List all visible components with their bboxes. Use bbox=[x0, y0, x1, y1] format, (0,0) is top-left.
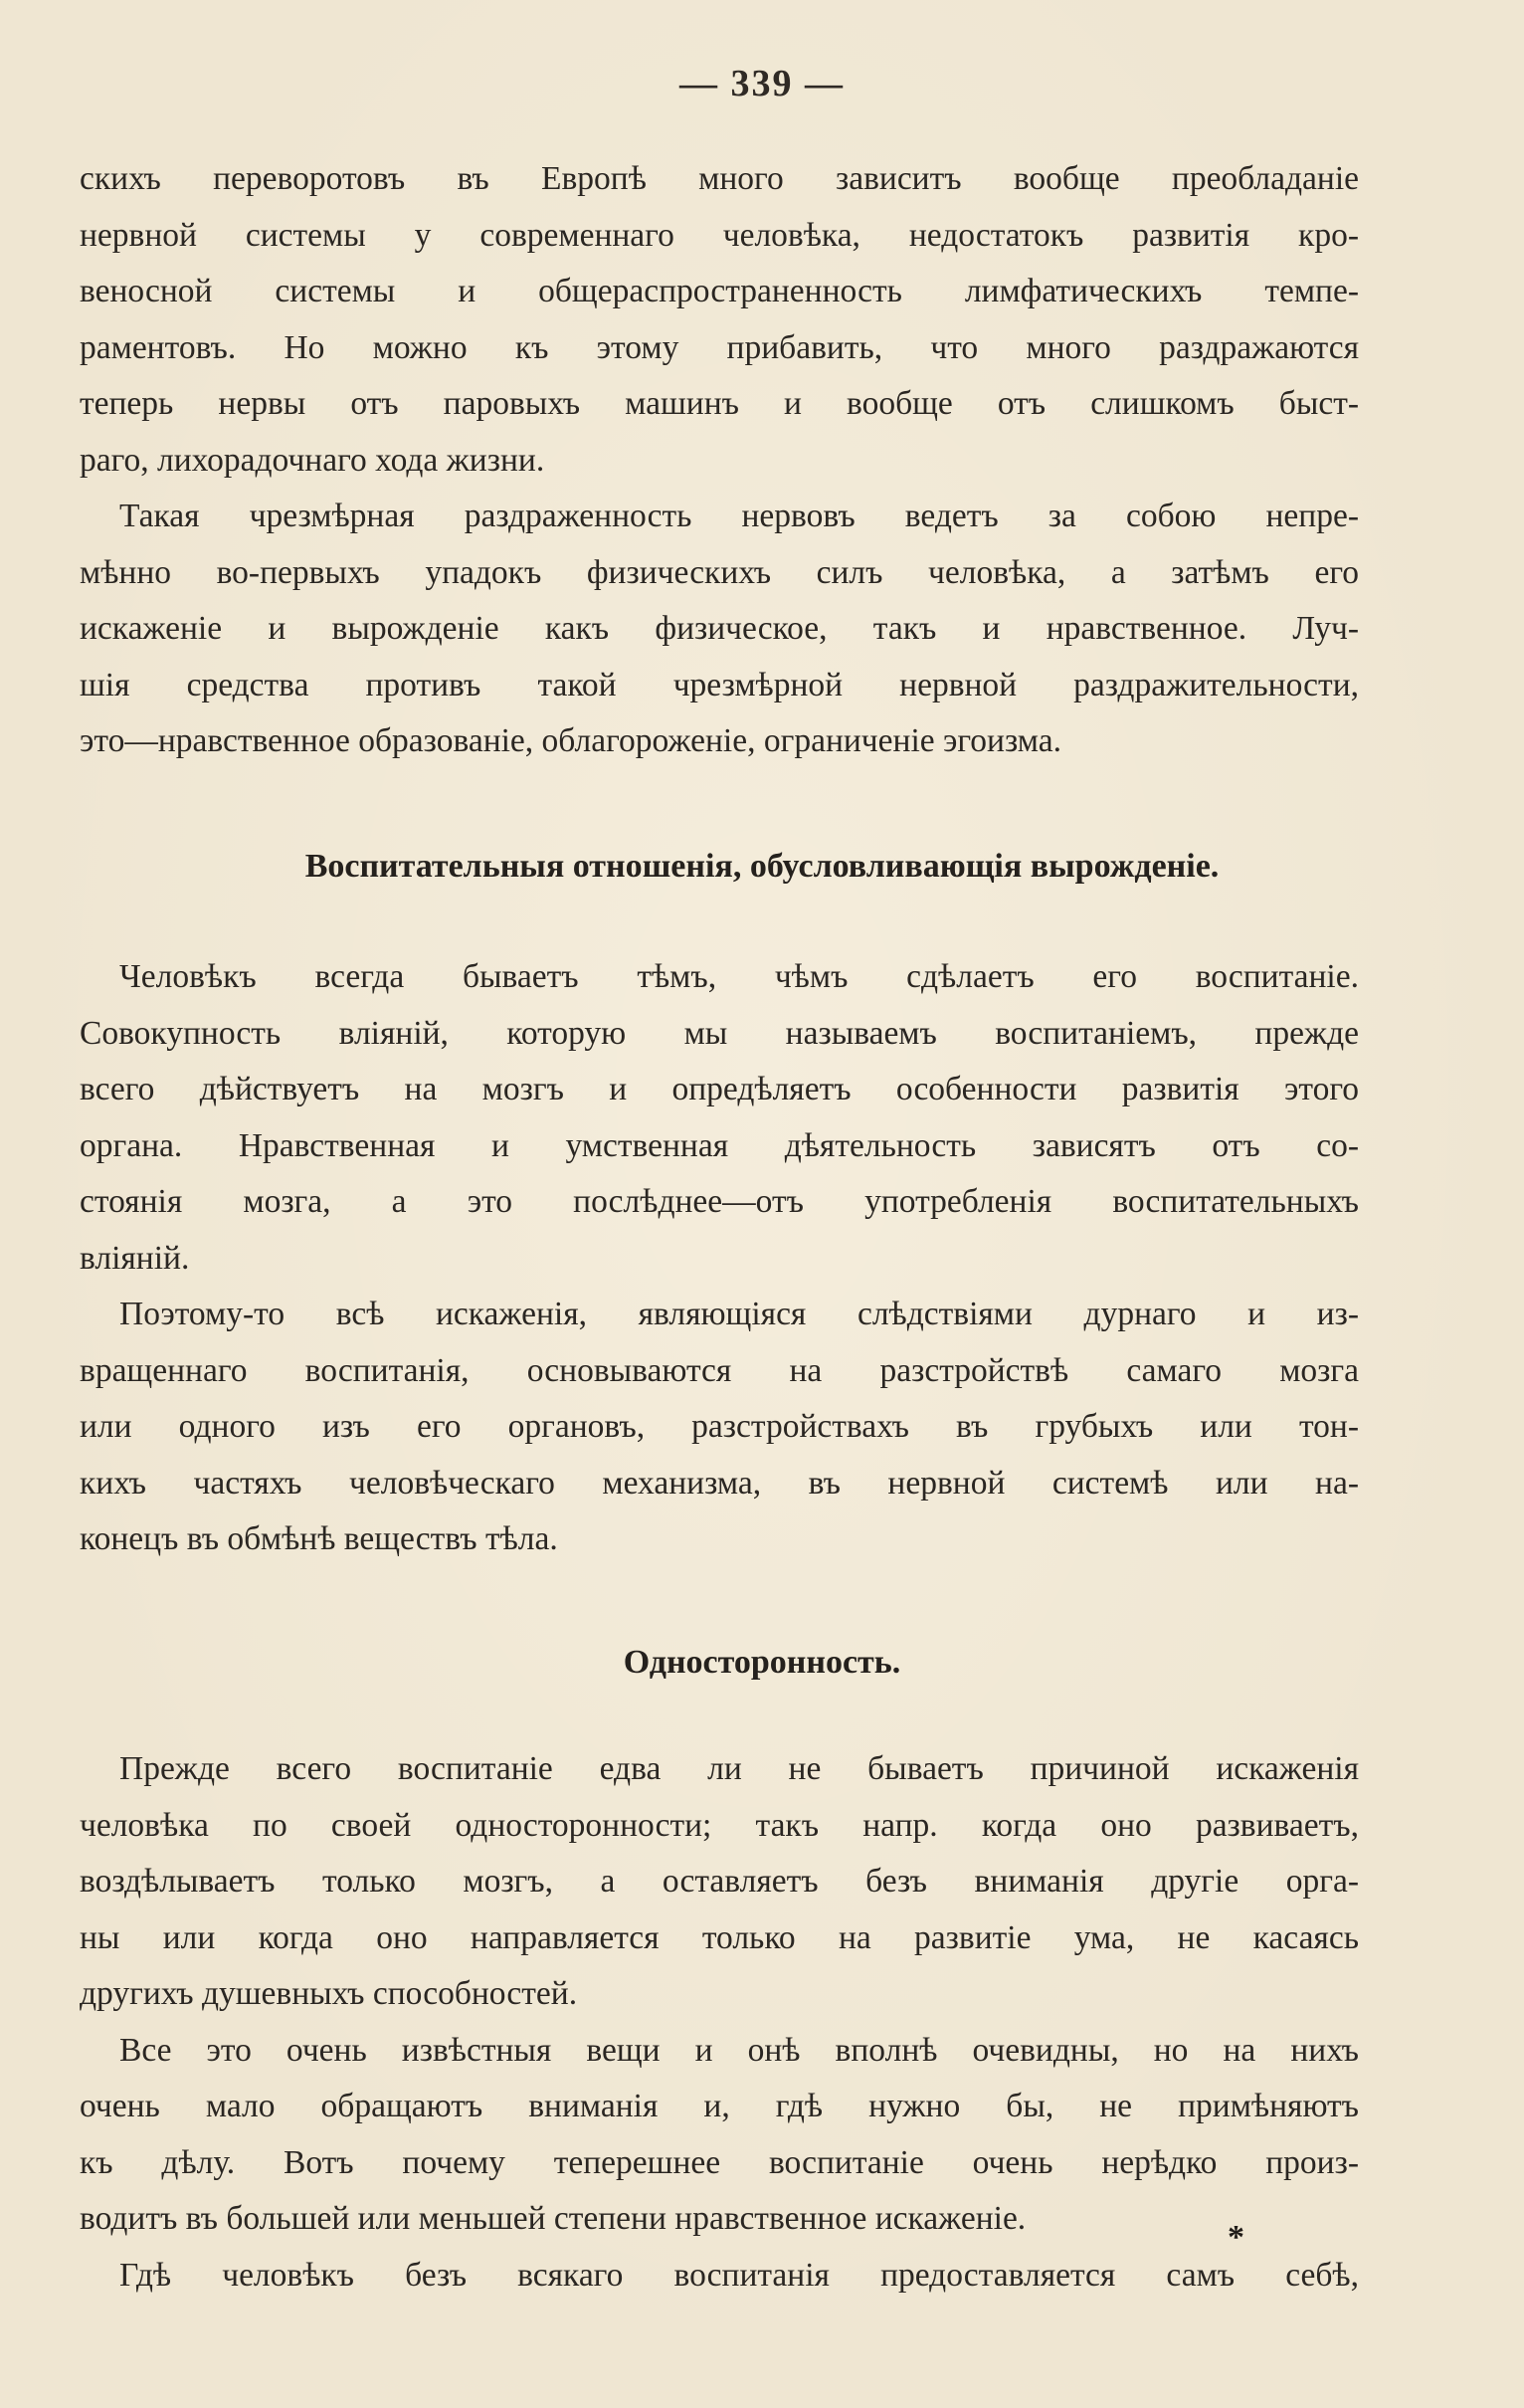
text-line: теперь нервы отъ паровыхъ машинъ и вообще отъ слишкомъ быст- bbox=[80, 385, 1359, 422]
text-line: искаженіе и вырожденіе какъ физическое, такъ и нравственное. Луч- bbox=[80, 610, 1359, 647]
text-line: шія средства противъ такой чрезмѣрной нервной раздражительности, bbox=[80, 666, 1359, 703]
text-line: кихъ частяхъ человѣческаго механизма, въ нервной системѣ или на- bbox=[80, 1464, 1359, 1502]
text-line: Все это очень извѣстныя вещи и онѣ вполнѣ очевидны, но на нихъ bbox=[119, 2031, 1359, 2069]
paragraph-block-3 bbox=[80, 1741, 1359, 2304]
text-line: скихъ переворотовъ въ Европѣ много зависитъ вообще преобладаніе bbox=[80, 160, 1359, 197]
text-line: вліяній. bbox=[80, 1239, 190, 1277]
text-line: мѣнно во-первыхъ упадокъ физическихъ силъ человѣка, а затѣмъ его bbox=[80, 553, 1359, 591]
text-line: нервной системы у современнаго человѣка, недостатокъ развитія кро- bbox=[80, 216, 1359, 254]
page-number: — 339 — bbox=[679, 63, 845, 104]
text-line: органа. Нравственная и умственная дѣятельность зависятъ отъ со- bbox=[80, 1126, 1359, 1164]
text-line: Прежде всего воспитаніе едва ли не бываетъ причиной искаженія bbox=[119, 1750, 1359, 1787]
text-line: воздѣлываетъ только мозгъ, а оставляетъ безъ вниманія другіе орга- bbox=[80, 1863, 1359, 1900]
text-line: веносной системы и общераспространенность лимфатическихъ темпе- bbox=[80, 273, 1359, 309]
text-line: раго, лихорадочнаго хода жизни. bbox=[80, 441, 545, 479]
text-line: другихъ душевныхъ способностей. bbox=[80, 1975, 578, 2012]
text-line: Гдѣ человѣкъ безъ всякаго воспитанія предоставляется самъ себѣ, bbox=[119, 2256, 1359, 2294]
text-line: стоянія мозга, а это послѣднее—отъ употребленія воспитательныхъ bbox=[80, 1183, 1359, 1220]
text-line: или одного изъ его органовъ, разстройствахъ въ грубыхъ или тон- bbox=[80, 1408, 1359, 1445]
text-line: къ дѣлу. Вотъ почему теперешнее воспитаніе очень нерѣдко произ- bbox=[80, 2143, 1359, 2181]
text-line: ны или когда оно направляется только на развитіе ума, не касаясь bbox=[80, 1918, 1359, 1956]
text-line: раментовъ. Но можно къ этому прибавить, что много раздражаются bbox=[80, 328, 1359, 366]
signature-mark: * bbox=[1228, 2219, 1244, 2256]
text-line: водитъ въ большей или меньшей степени нравственное искаженіе. bbox=[80, 2200, 1027, 2237]
section-heading-1: Воспитательныя отношенія, обусловливающія вырожденіе. bbox=[304, 848, 1220, 885]
text-line: Совокупность вліяній, которую мы называемъ воспитаніемъ, прежде bbox=[80, 1014, 1359, 1052]
text-line: Поэтому-то всѣ искаженія, являющіяся слѣдствіями дурнаго и из- bbox=[119, 1296, 1359, 1332]
text-line: Такая чрезмѣрная раздраженность нервовъ ведетъ за собою непре- bbox=[119, 498, 1359, 534]
text-line: вращеннаго воспитанія, основываются на разстройствѣ самаго мозга bbox=[80, 1351, 1359, 1389]
text-line: Человѣкъ всегда бываетъ тѣмъ, чѣмъ сдѣлаетъ его воспитаніе. bbox=[119, 958, 1359, 995]
text-line: очень мало обращаютъ вниманія и, гдѣ нужно бы, не примѣняютъ bbox=[80, 2088, 1359, 2124]
section-heading-2: Односторонность. bbox=[623, 1644, 901, 1681]
paragraph-block-2 bbox=[80, 949, 1359, 1568]
text-line: всего дѣйствуетъ на мозгъ и опредѣляетъ особенности развитія этого bbox=[80, 1071, 1359, 1107]
paragraph-block-1 bbox=[80, 151, 1359, 770]
text-line: это—нравственное образованіе, облагороженіе, ограниченіе эгоизма. bbox=[80, 722, 1061, 759]
text-line: конецъ въ обмѣнѣ веществъ тѣла. bbox=[80, 1520, 558, 1557]
text-line: человѣка по своей односторонности; такъ напр. когда оно развиваетъ, bbox=[80, 1806, 1359, 1844]
